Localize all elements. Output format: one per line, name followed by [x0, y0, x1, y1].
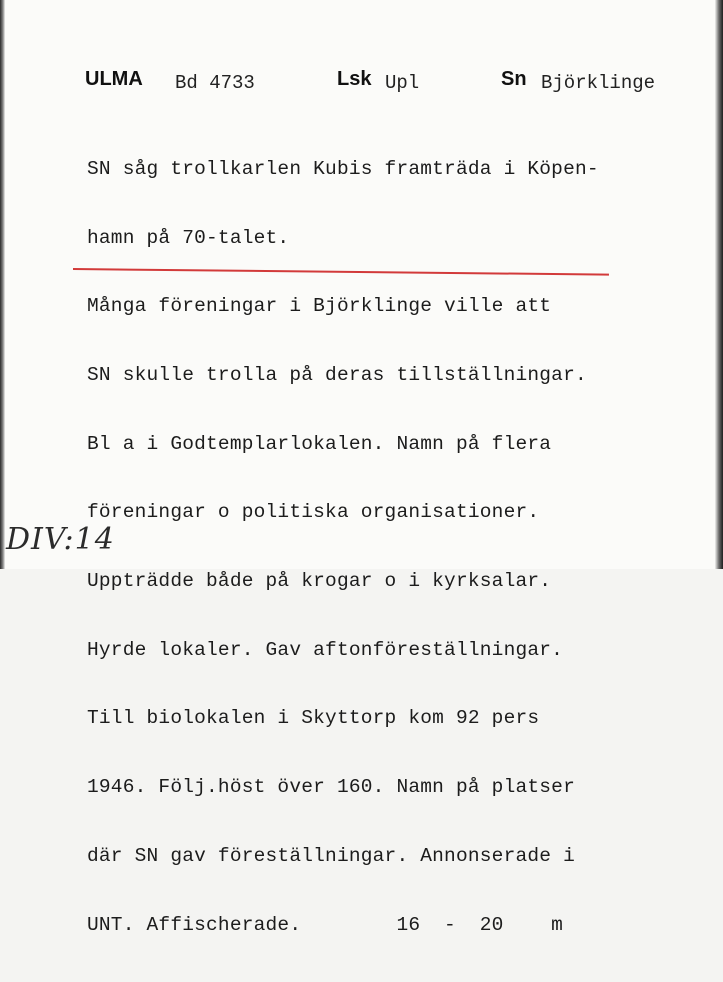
text-line: Många föreningar i Björklinge ville att [87, 295, 552, 318]
text-line: Bl a i Godtemplarlokalen. Namn på flera [87, 432, 552, 455]
text-line: Hyrde lokaler. Gav aftonföreställningar. [87, 638, 564, 661]
text-line: 1946. Följ.höst över 160. Namn på platser [87, 776, 575, 799]
card-header [85, 68, 690, 98]
text-line: Uppträdde både på krogar o i kyrksalar. [87, 570, 552, 593]
archive-label: ULMA [85, 68, 143, 90]
text-line: hamn på 70-talet. [87, 226, 290, 249]
scan-edge-left [0, 0, 5, 569]
sn-value: Björklinge [541, 72, 656, 94]
card-body [87, 112, 687, 982]
sn-label: Sn [501, 68, 527, 90]
lsk-label: Lsk [337, 68, 372, 90]
handwritten-reference: DIV:14 [6, 522, 115, 557]
text-line: föreningar o politiska organisationer. [87, 501, 540, 524]
text-line: SN såg trollkarlen Kubis framträda i Köpen- [87, 157, 599, 180]
text-line: UNT. Affischerade. 16 - 20 m [87, 913, 564, 936]
text-line: där SN gav föreställningar. Annonserade i [87, 844, 575, 867]
volume-number: Bd 4733 [175, 72, 255, 94]
lsk-value: Upl [385, 72, 420, 94]
text-line: Till biolokalen i Skyttorp kom 92 pers [87, 707, 540, 730]
text-line: SN skulle trolla på deras tillställningar. [87, 363, 587, 386]
scan-edge-right [715, 0, 723, 569]
